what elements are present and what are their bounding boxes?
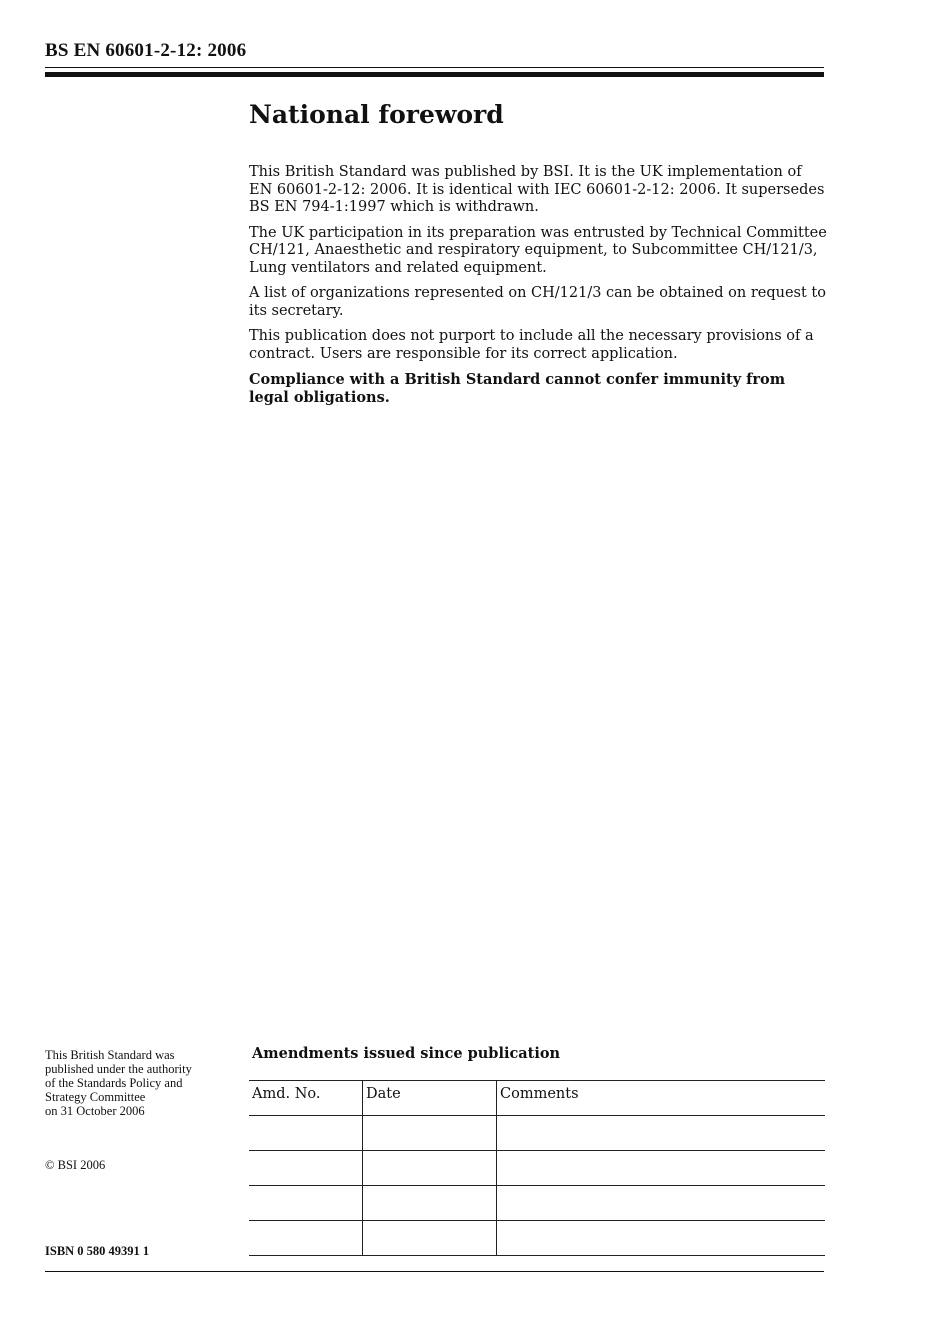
amendments-title: Amendments issued since publication (252, 1045, 561, 1062)
table-cell (249, 1221, 363, 1256)
column-header: Date (363, 1081, 497, 1116)
authority-line: published under the authority (45, 1062, 192, 1076)
table-cell (249, 1151, 363, 1186)
table-cell (363, 1116, 497, 1151)
table-cell (363, 1151, 497, 1186)
table-cell (497, 1116, 826, 1151)
isbn: ISBN 0 580 49391 1 (45, 1244, 150, 1258)
table-cell (497, 1151, 826, 1186)
footer-rule (45, 1271, 824, 1272)
compliance-note: Compliance with a British Standard cannot confer immunity from legal obligations. (249, 371, 786, 406)
table-cell (249, 1116, 363, 1151)
foreword-paragraph: A list of organizations represented on CH/121/3 can be obtained on request to its secretary. (249, 285, 826, 319)
authority-line: This British Standard was (45, 1048, 175, 1062)
table-cell (249, 1186, 363, 1221)
foreword-paragraph: This publication does not purport to include all the necessary provisions of a contract. Users are responsible for its correct application. (249, 328, 814, 362)
header-rule-thick (45, 72, 824, 77)
document-code: BS EN 60601-2-12: 2006 (45, 40, 247, 61)
table-cell (497, 1221, 826, 1256)
table-row (249, 1186, 825, 1221)
authority-line: of the Standards Policy and (45, 1076, 183, 1090)
table-cell (363, 1221, 497, 1256)
authority-line: on 31 October 2006 (45, 1104, 145, 1118)
foreword-paragraph: This British Standard was published by BSI. It is the UK implementation of EN 60601-2-12: 2006. It is identical with IEC 60601-2-12: 2006. It supersedes BS EN 794-1:1997 which is withdrawn. (249, 164, 825, 215)
authority-line: Strategy Committee (45, 1090, 146, 1104)
foreword-paragraph: The UK participation in its preparation was entrusted by Technical Committee CH/121, Anaesthetic and respiratory equipment, to Subcommittee CH/121/3, Lung ventilators and related equipment. (249, 224, 827, 276)
page-title: National foreword (249, 100, 504, 129)
authority-statement (45, 1048, 235, 1118)
column-header: Amd. No. (249, 1081, 363, 1116)
copyright-notice: © BSI 2006 (45, 1158, 106, 1172)
amendments-table (249, 1080, 825, 1256)
header-rule-thin (45, 67, 824, 68)
table-row (249, 1221, 825, 1256)
table-header-row (249, 1081, 825, 1116)
column-header: Comments (497, 1081, 826, 1116)
table-row (249, 1116, 825, 1151)
table-cell (497, 1186, 826, 1221)
publication-sidebar (45, 1048, 235, 1172)
table-row (249, 1151, 825, 1186)
table-cell (363, 1186, 497, 1221)
foreword-body (249, 164, 827, 414)
